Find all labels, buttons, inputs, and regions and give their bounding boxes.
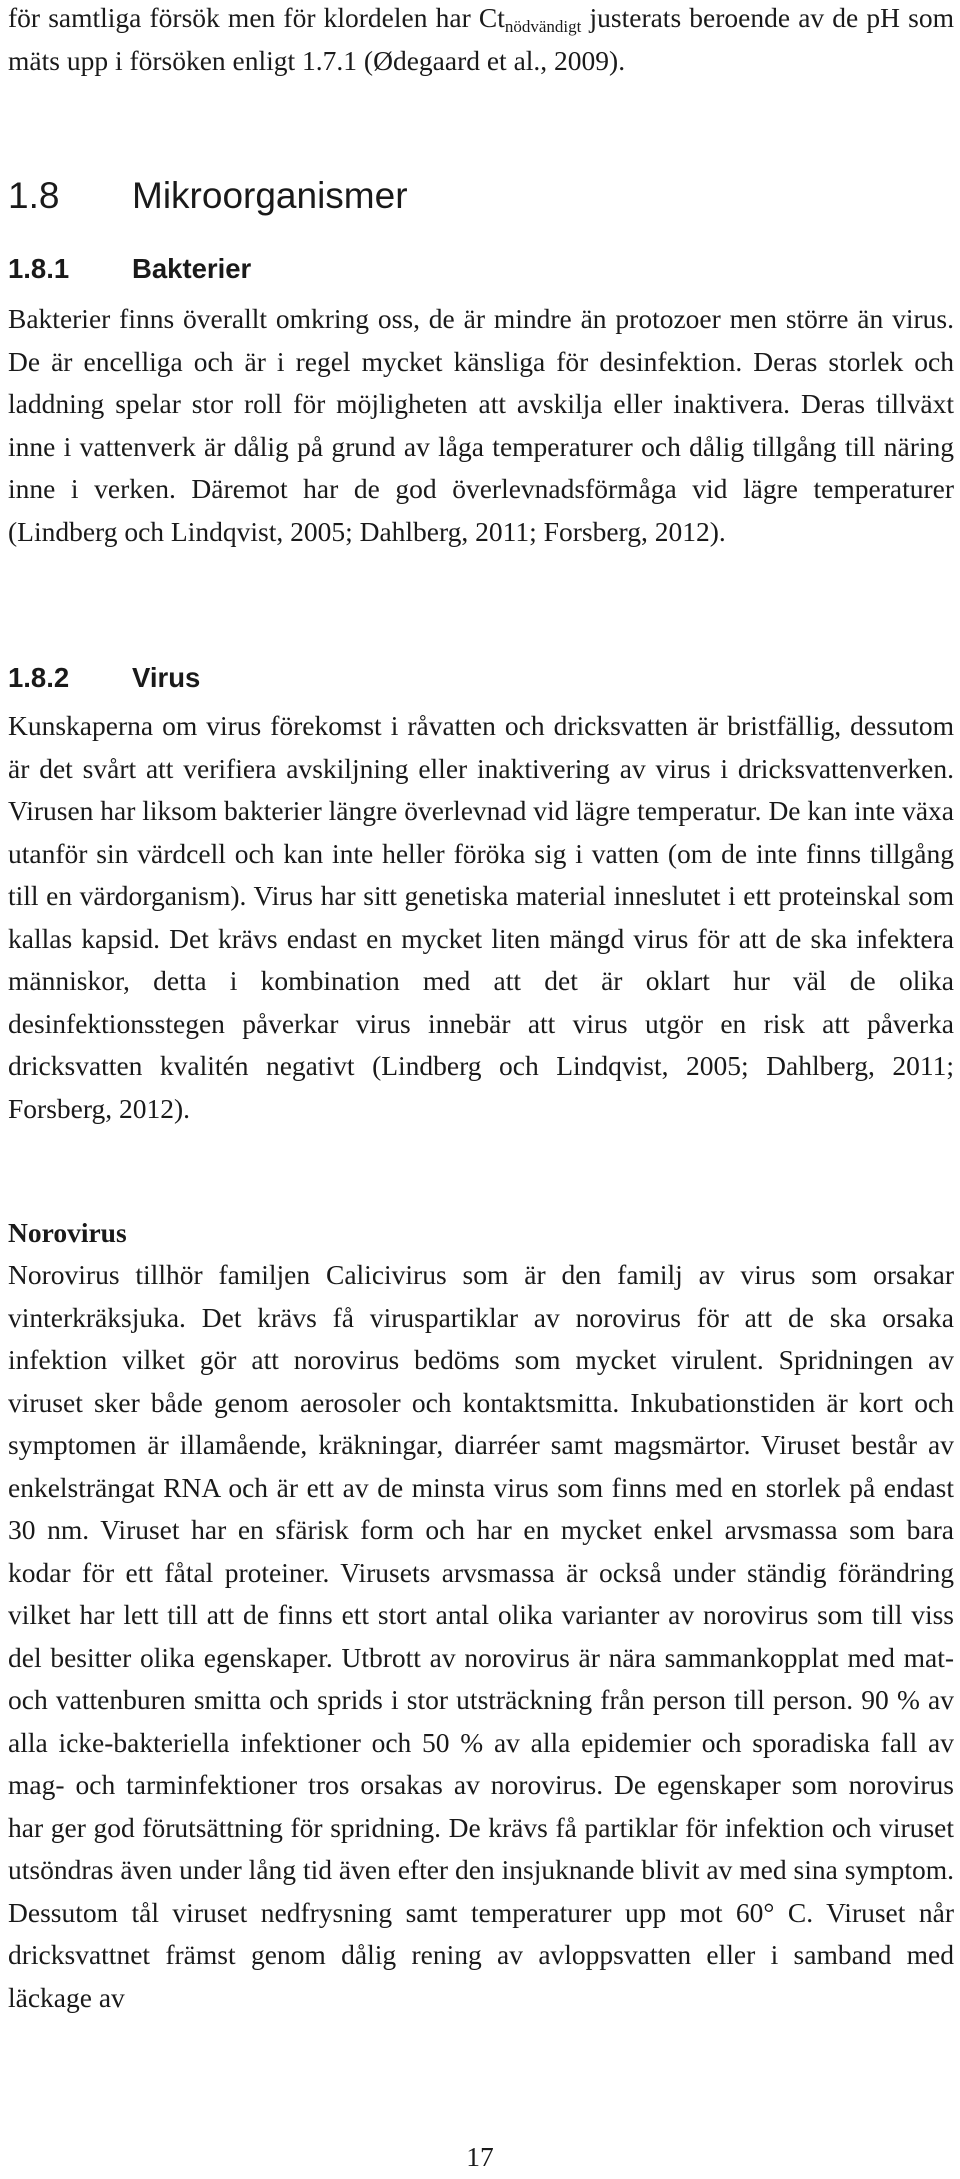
bacteria-number: 1.8.1 (8, 253, 70, 284)
virus-paragraph: Kunskaperna om virus förekomst i råvatten och dricksvatten är bristfällig, dessutom är det svårt att verifiera avskiljning eller inaktivering av virus i dricksvattenverken. Virusen har liksom bakterier längre överlevnad vid lägre temperatur. De kan inte växa utanför sin värdcell och kan inte heller föröka sig i vatten (om de inte finns tillgång till en värdorganism). Virus har sitt genetiska material inneslutet i ett proteinskal som kallas kapsid. Det krävs endast en mycket liten mängd virus för att de ska infektera människor, detta i kombination med att det är oklart hur väl de olika desinfektionsstegen påverkar virus innebär att virus utgör en risk att påverka dricksvatten kvalitén negativt (Lindberg och Lindqvist, 2005; Dahlberg, 2011; Forsberg, 2012). (8, 710, 954, 1124)
intro-text-part2: justerats beroende av de pH som mäts upp i försöken enligt 1.7.1 (Ødegaard et al., 2009). (8, 2, 954, 76)
virus-heading (8, 662, 200, 694)
virus-title: Virus (132, 662, 201, 693)
section-number: 1.8 (8, 175, 60, 216)
bacteria-title: Bakterier (132, 253, 252, 284)
norovirus-heading: Norovirus (8, 1217, 127, 1248)
bacteria-heading (8, 253, 251, 285)
virus-number: 1.8.2 (8, 662, 70, 693)
intro-paragraph (8, 0, 954, 82)
intro-text-part1: för samtliga försök men för klordelen har Ct (8, 2, 505, 33)
bacteria-paragraph: Bakterier finns överallt omkring oss, de är mindre än protozoer men större än virus. De är encelliga och är i regel mycket känsliga för desinfektion. Deras storlek och laddning spelar stor roll för möjligheten att avskilja eller inaktivera. Deras tillväxt inne i vattenverk är dålig på grund av låga temperaturer och dålig tillgång till näring inne i verken. Däremot har de god överlevnadsförmåga vid lägre temperaturer (Lindberg och Lindqvist, 2005; Dahlberg, 2011; Forsberg, 2012). (8, 303, 954, 547)
section-title: Mikroorganismer (132, 175, 408, 216)
intro-subscript: nödvändigt (504, 17, 582, 36)
norovirus-paragraph: Norovirus tillhör familjen Calicivirus som är den familj av virus som orsakar vinterkräksjuka. Det krävs få viruspartiklar av norovirus för att de ska orsaka infektion vilket gör att norovirus bedöms som mycket virulent. Spridningen av viruset sker både genom aerosoler och kontaktsmitta. Inkubationstiden är kort och symptomen är illamående, kräkningar, diarréer samt magsmärtor. Viruset består av enkelsträngat RNA och är ett av de minsta virus som finns med en storlek på endast 30 nm. Viruset har en sfärisk form och har en mycket enkel arvsmassa som bara kodar för ett fåtal proteiner. Virusets arvsmassa är också under ständig förändring vilket har lett till att de finns ett stort antal olika varianter av norovirus som till viss del besitter olika egenskaper. Utbrott av norovirus är nära sammankopplat med mat- och vattenburen smitta och sprids i stor utsträckning från person till person. 90 % av alla icke-bakteriella infektioner och 50 % av alla epidemier och sporadiska fall av mag- och tarminfektioner tros orsakas av norovirus. De egenskaper som norovirus har ger god förutsättning för spridning. De krävs få partiklar för infektion och viruset utsöndras även under lång tid även efter den insjuknande blivit av med sina symptom. Dessutom tål viruset nedfrysning samt temperaturer upp mot 60° C. Viruset når dricksvattnet främst genom dålig rening av avloppsvatten eller i samband med läckage av (8, 1259, 954, 2013)
section-heading (8, 175, 408, 217)
page-number: 17 (466, 2141, 494, 2172)
